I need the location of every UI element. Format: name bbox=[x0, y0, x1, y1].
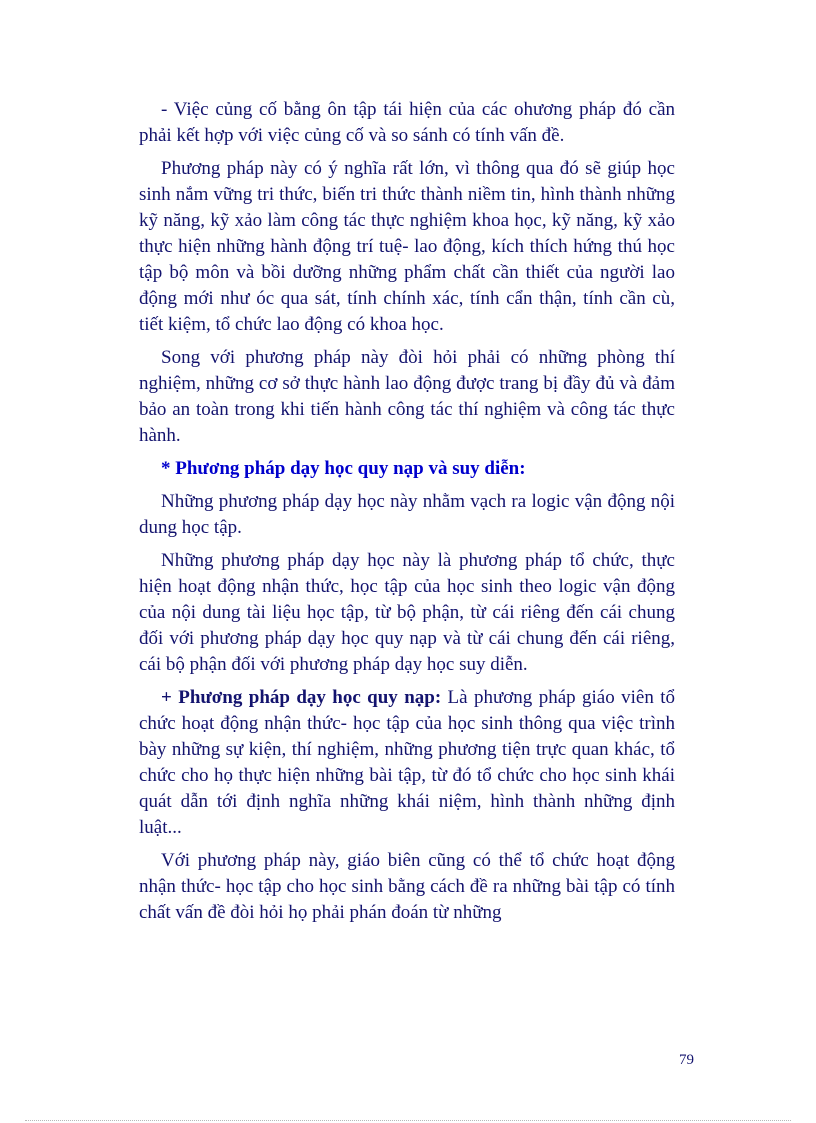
paragraph-6 bbox=[139, 685, 675, 841]
section-heading: * Phương pháp dạy học quy nạp và suy diễn: bbox=[161, 458, 526, 479]
page-body bbox=[139, 97, 675, 933]
paragraph-4: Những phương pháp dạy học này nhằm vạch ra logic vận động nội dung học tập. bbox=[139, 491, 675, 538]
footer-divider bbox=[25, 1120, 791, 1121]
paragraph-6-rest: Là phương pháp giáo viên tổ chức hoạt động nhận thức- học tập của học sinh thông qua việc trình bày những sự kiện, thí nghiệm, những phương tiện trực quan khác, tổ chức cho họ thực hiện những bài tập, từ đó tổ chức cho học sinh khái quát dẫn tới định nghĩa những khái niệm, hình thành những định luật... bbox=[139, 687, 675, 838]
paragraph-2: Phương pháp này có ý nghĩa rất lớn, vì thông qua đó sẽ giúp học sinh nắm vững tri thức, biến tri thức thành niềm tin, hình thành những kỹ năng, kỹ xảo làm công tác thực nghiệm khoa học, kỹ năng, kỹ xảo thực hiện những hành động trí tuệ- lao động, kích thích hứng thú học tập bộ môn và bồi dưỡng những phẩm chất cần thiết của người lao động mới như óc qua sát, tính chính xác, tính cẩn thận, tính cần cù, tiết kiệm, tổ chức lao động có khoa học. bbox=[139, 158, 675, 335]
paragraph-6-lead: + Phương pháp dạy học quy nạp: bbox=[161, 687, 442, 708]
page-number: 79 bbox=[679, 1052, 694, 1068]
paragraph-3: Song với phương pháp này đòi hỏi phải có những phòng thí nghiệm, những cơ sở thực hành lao động được trang bị đầy đủ và đảm bảo an toàn trong khi tiến hành công tác thí nghiệm và công tác thực hành. bbox=[139, 347, 675, 446]
paragraph-1: - Việc củng cố bằng ôn tập tái hiện của các ohương pháp đó cần phải kết hợp với việc củng cố và so sánh có tính vấn đề. bbox=[139, 99, 675, 146]
paragraph-5: Những phương pháp dạy học này là phương pháp tổ chức, thực hiện hoạt động nhận thức, học tập của học sinh theo logic vận động của nội dung tài liệu học tập, từ bộ phận, từ cái riêng đến cái chung đối với phương pháp dạy học quy nạp và từ cái chung đến cái riêng, cái bộ phận đối với phương pháp dạy học suy diễn. bbox=[139, 550, 675, 675]
paragraph-7: Với phương pháp này, giáo biên cũng có thể tổ chức hoạt động nhận thức- học tập cho học sinh bằng cách đề ra những bài tập có tính chất vấn đề đòi hỏi họ phải phán đoán từ những bbox=[139, 850, 675, 923]
